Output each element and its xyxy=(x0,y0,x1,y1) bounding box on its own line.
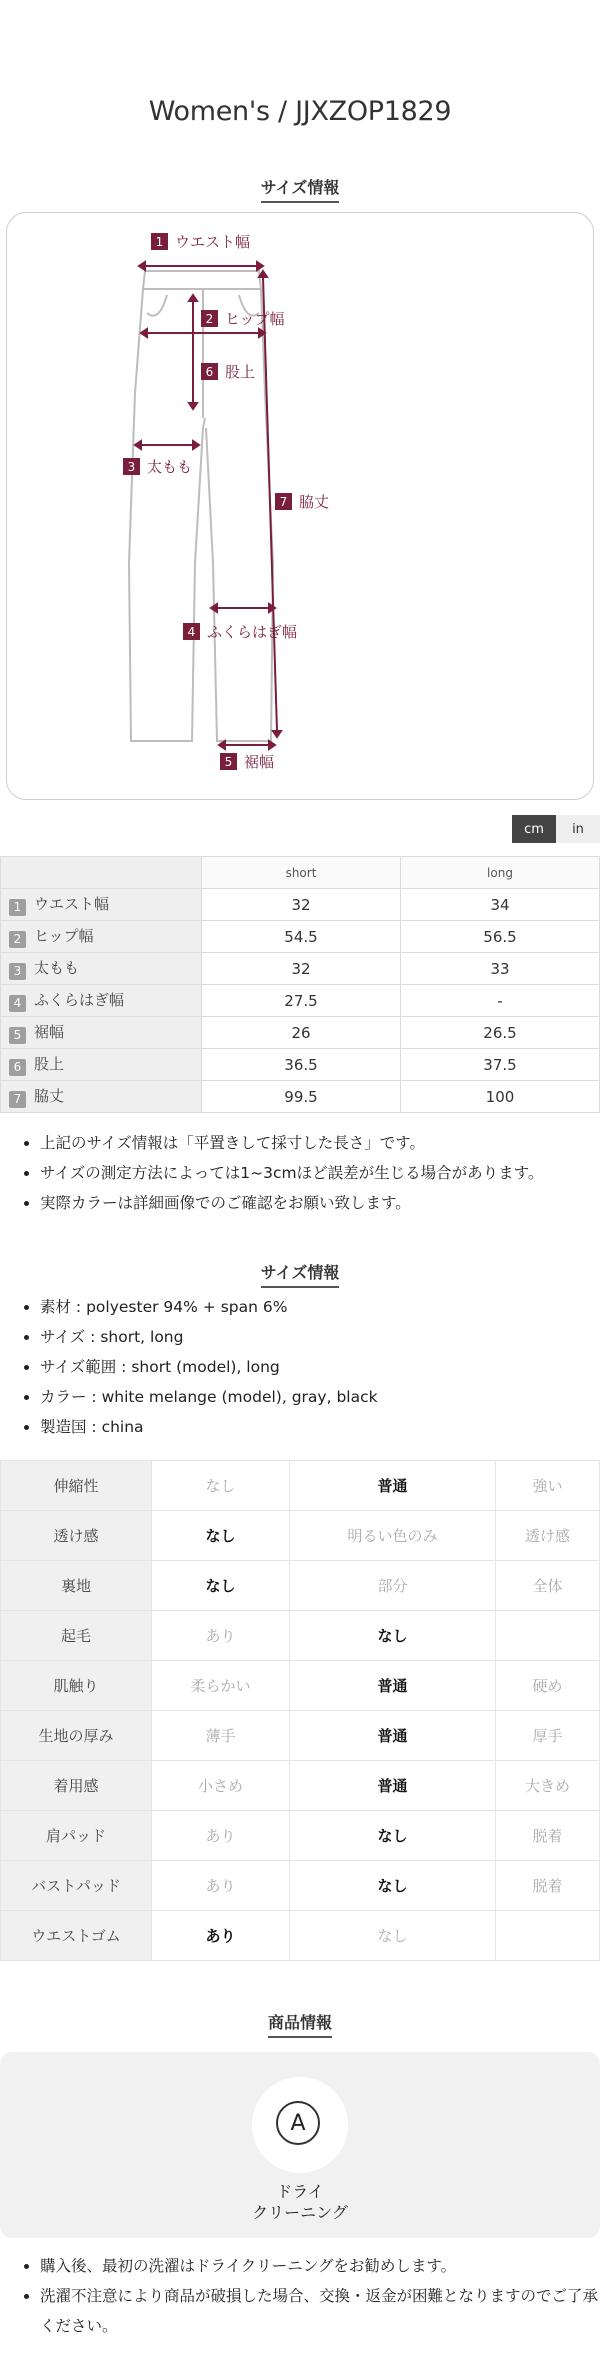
list-item: • 実際カラーは詳細画像でのご確認をお願い致します。 xyxy=(40,1188,543,1218)
size-section-heading: サイズ情報 xyxy=(0,175,600,203)
svg-text:太もも: 太もも xyxy=(147,458,193,476)
svg-text:7: 7 xyxy=(279,495,288,509)
fabric-option: 柔らかい xyxy=(152,1661,290,1711)
header-blank xyxy=(1,857,202,889)
size-table-header xyxy=(1,857,600,889)
fabric-label: 裏地 xyxy=(1,1561,152,1611)
fabric-table xyxy=(0,1460,600,1961)
dry-clean-icon: A xyxy=(276,2101,320,2145)
list-item: • 素材 : polyester 94% + span 6% xyxy=(40,1292,378,1322)
fabric-option: あり xyxy=(152,1611,290,1661)
unit-cm-button[interactable]: cm xyxy=(512,815,556,843)
care-box xyxy=(0,2052,600,2238)
fabric-label: 肩パッド xyxy=(1,1811,152,1861)
fabric-option: なし xyxy=(290,1811,496,1861)
fabric-option xyxy=(495,1911,599,1961)
size-notes xyxy=(18,1128,543,1218)
fabric-option: 硬め xyxy=(495,1661,599,1711)
svg-text:3: 3 xyxy=(127,460,136,474)
svg-text:裾幅: 裾幅 xyxy=(244,753,275,771)
list-item: • 洗濯不注意により商品が破損した場合、交換・返金が困難となりますのでご了承ください。 xyxy=(40,2281,600,2341)
table-row: 7 脇丈 99.5 100 xyxy=(1,1081,600,1113)
care-label: ドライ クリーニング xyxy=(252,2182,348,2222)
table-row xyxy=(1,1511,600,1561)
fabric-option: 普通 xyxy=(290,1661,496,1711)
svg-text:6: 6 xyxy=(205,365,214,379)
fabric-option: なし xyxy=(290,1911,496,1961)
fabric-label: 着用感 xyxy=(1,1761,152,1811)
label-rise xyxy=(201,363,255,381)
fabric-label: 肌触り xyxy=(1,1661,152,1711)
fabric-option: 強い xyxy=(495,1461,599,1511)
fabric-option: 薄手 xyxy=(152,1711,290,1761)
fabric-option: 脱着 xyxy=(495,1811,599,1861)
table-row: 5 裾幅 26 26.5 xyxy=(1,1017,600,1049)
fabric-option: 小さめ xyxy=(152,1761,290,1811)
svg-text:ウエスト幅: ウエスト幅 xyxy=(175,233,251,251)
fabric-option: 普通 xyxy=(290,1461,496,1511)
table-row xyxy=(1,1661,600,1711)
fabric-label: 生地の厚み xyxy=(1,1711,152,1761)
fabric-option: 普通 xyxy=(290,1711,496,1761)
list-item: • 購入後、最初の洗濯はドライクリーニングをお勧めします。 xyxy=(40,2251,600,2281)
table-row xyxy=(1,1461,600,1511)
fabric-label: 伸縮性 xyxy=(1,1461,152,1511)
fabric-option: 透け感 xyxy=(495,1511,599,1561)
fabric-option: 明るい色のみ xyxy=(290,1511,496,1561)
pants-sketch xyxy=(129,271,273,741)
fabric-option: なし xyxy=(152,1511,290,1561)
size-diagram xyxy=(6,212,594,800)
fabric-label: バストパッド xyxy=(1,1861,152,1911)
label-calf xyxy=(183,623,297,641)
list-item: • サイズ : short, long xyxy=(40,1322,378,1352)
measure-lines xyxy=(135,262,281,749)
page-title: Women's / JJXZOP1829 xyxy=(148,96,452,127)
fabric-option: あり xyxy=(152,1811,290,1861)
table-row: 6 股上 36.5 37.5 xyxy=(1,1049,600,1081)
fabric-option: なし xyxy=(290,1861,496,1911)
fabric-label: 起毛 xyxy=(1,1611,152,1661)
label-waist xyxy=(151,233,250,251)
label-outseam xyxy=(275,493,329,511)
spec-list xyxy=(18,1292,378,1442)
table-row: 2 ヒップ幅 54.5 56.5 xyxy=(1,921,600,953)
table-row xyxy=(1,1561,600,1611)
unit-toggle[interactable] xyxy=(512,815,600,843)
list-item: • サイズ範囲 : short (model), long xyxy=(40,1352,378,1382)
label-thigh xyxy=(123,458,192,476)
fabric-option: 厚手 xyxy=(495,1711,599,1761)
fabric-label: 透け感 xyxy=(1,1511,152,1561)
size-table xyxy=(0,856,600,1113)
svg-text:1: 1 xyxy=(155,235,164,249)
table-row: 4 ふくらはぎ幅 27.5 - xyxy=(1,985,600,1017)
header-long: long xyxy=(401,857,600,889)
list-item: • カラー : white melange (model), gray, black xyxy=(40,1382,378,1412)
svg-text:ヒップ幅: ヒップ幅 xyxy=(225,310,285,328)
list-item: • 上記のサイズ情報は「平置きして採寸した長さ」です。 xyxy=(40,1128,543,1158)
label-hem xyxy=(220,753,274,771)
svg-text:2: 2 xyxy=(205,312,214,326)
table-row: 3 太もも 32 33 xyxy=(1,953,600,985)
fabric-label: ウエストゴム xyxy=(1,1911,152,1961)
fabric-option: 脱着 xyxy=(495,1861,599,1911)
list-item: • 製造国 : china xyxy=(40,1412,378,1442)
table-row xyxy=(1,1811,600,1861)
fabric-option: 部分 xyxy=(290,1561,496,1611)
product-notes xyxy=(18,2251,600,2341)
svg-text:4: 4 xyxy=(187,625,196,639)
table-row: 1 ウエスト幅 32 34 xyxy=(1,889,600,921)
table-row xyxy=(1,1711,600,1761)
svg-text:股上: 股上 xyxy=(225,363,256,381)
fabric-option: 普通 xyxy=(290,1761,496,1811)
fabric-option: あり xyxy=(152,1911,290,1961)
fabric-option: なし xyxy=(290,1611,496,1661)
care-circle xyxy=(252,2077,348,2173)
fabric-option: 全体 xyxy=(495,1561,599,1611)
svg-text:脇丈: 脇丈 xyxy=(299,493,330,511)
fabric-option xyxy=(495,1611,599,1661)
header-short: short xyxy=(202,857,401,889)
fabric-option: あり xyxy=(152,1861,290,1911)
table-row xyxy=(1,1861,600,1911)
table-row xyxy=(1,1911,600,1961)
fabric-option: 大きめ xyxy=(495,1761,599,1811)
unit-in-button[interactable]: in xyxy=(556,815,600,843)
table-row xyxy=(1,1611,600,1661)
spec-section-heading: サイズ情報 xyxy=(0,1260,600,1288)
list-item: • サイズの測定方法によっては1~3cmほど誤差が生じる場合があります。 xyxy=(40,1158,543,1188)
fabric-option: なし xyxy=(152,1461,290,1511)
svg-text:5: 5 xyxy=(224,755,233,769)
product-section-heading: 商品情報 xyxy=(0,2010,600,2038)
table-row xyxy=(1,1761,600,1811)
label-hip xyxy=(201,310,285,328)
fabric-option: なし xyxy=(152,1561,290,1611)
svg-text:ふくらはぎ幅: ふくらはぎ幅 xyxy=(207,623,298,641)
pants-illustration xyxy=(7,213,595,801)
